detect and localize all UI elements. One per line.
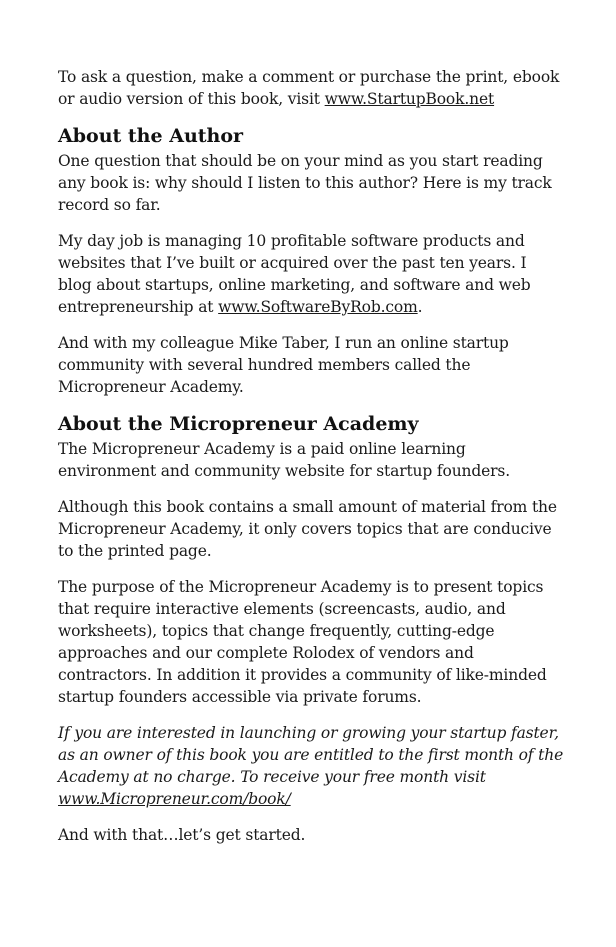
academy-paragraph-2: Although this book contains a small amount of material from the Micropreneur Academy, it only covers topics that are conducive to the printed page. [58, 498, 557, 560]
intro-paragraph [58, 66, 564, 110]
author-paragraph-1: One question that should be on your mind as you start reading any book is: why should I listen to this author? Here is my track record so far. [58, 152, 552, 214]
offer-text: If you are interested in launching or growing your startup faster, as an owner of this book you are entitled to the first month of the Academy at no charge. To receive your free month visit [58, 724, 564, 786]
book-page [58, 66, 564, 860]
intro-text: To ask a question, make a comment or purchase the print, ebook or audio version of this book, visit [58, 68, 560, 108]
startupbook-link[interactable]: www.StartupBook.net [324, 90, 495, 108]
closing-paragraph: And with that…let’s get started. [58, 826, 306, 844]
softwarebyrob-link[interactable]: www.SoftwareByRob.com [218, 298, 418, 316]
author-p2-text: My day job is managing 10 profitable software products and websites that I’ve built or acquired over the past ten years. I blog about startups, online marketing, and software and web entrepreneurship at [58, 232, 531, 316]
author-p2-end: . [417, 298, 423, 316]
about-academy-heading: About the Micropreneur Academy [58, 413, 419, 435]
author-paragraph-2 [58, 230, 564, 318]
micropreneur-book-link[interactable]: www.Micropreneur.com/book/ [58, 790, 291, 808]
about-author-heading: About the Author [58, 125, 244, 147]
author-paragraph-3: And with my colleague Mike Taber, I run an online startup community with several hundred members called the Micropreneur Academy. [58, 334, 509, 396]
academy-paragraph-1: The Micropreneur Academy is a paid online learning environment and community website for startup founders. [58, 440, 510, 480]
academy-paragraph-3: The purpose of the Micropreneur Academy is to present topics that require interactive elements (screencasts, audio, and worksheets), topics that change frequently, cutting-edge approaches and our complete Rolodex of vendors and contractors. In addition it provides a community of like-minded startup founders accessible via private forums. [58, 578, 547, 706]
academy-offer-paragraph [58, 722, 564, 810]
